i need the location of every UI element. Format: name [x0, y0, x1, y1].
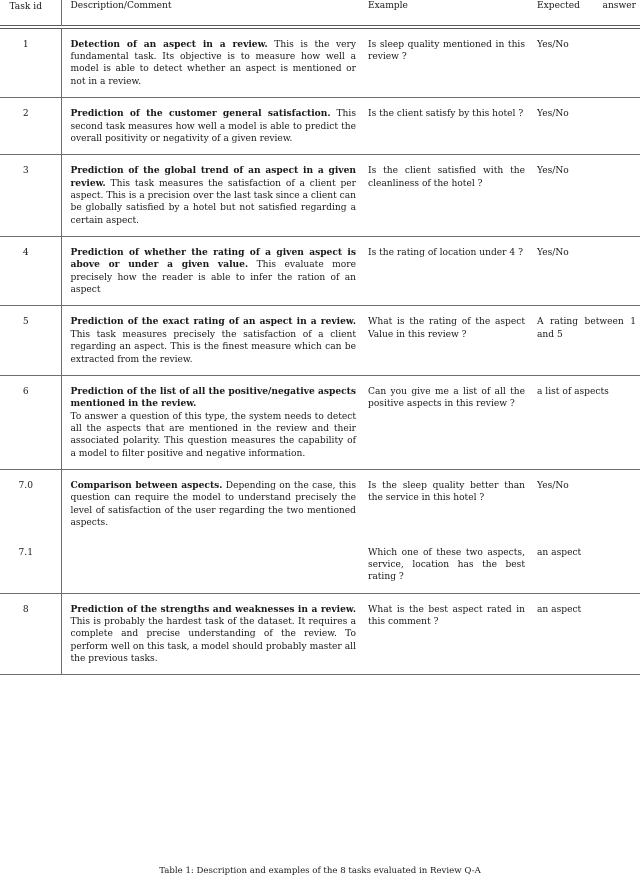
description-body: This task measures precisely the satisfaction of a client regarding an aspect. This is the finest measure which can be extracted from the review. — [70, 329, 356, 365]
description-paragraph — [71, 247, 357, 296]
expected-answer-text: Yes/No — [537, 39, 569, 50]
description-paragraph — [71, 316, 357, 365]
cell-description — [61, 237, 361, 306]
description-lead: Comparison between aspects. — [70, 480, 223, 492]
expected-answer-text: a list of aspects — [537, 386, 609, 397]
cell-task-id: 7.1 — [0, 539, 61, 594]
table-row — [0, 237, 640, 306]
example-text: Is the client satisfy by this hotel ? — [368, 109, 524, 120]
cell-example — [361, 470, 535, 538]
description-paragraph — [71, 386, 357, 411]
table-bottom-rule — [0, 675, 640, 676]
description-lead: Prediction of the global trend of an aspect in a given review. — [70, 165, 356, 189]
table-header-row — [0, 0, 640, 25]
example-text: Is the rating of location under 4 ? — [368, 248, 523, 259]
cell-task-id: 7.0 — [0, 470, 61, 538]
cell-expected-answer — [535, 539, 640, 594]
cell-example — [361, 306, 535, 375]
cell-task-id: 3 — [0, 155, 61, 236]
expected-answer-text: an aspect — [537, 547, 582, 558]
description-paragraph — [71, 604, 357, 666]
expected-answer-text: Yes/No — [537, 166, 569, 177]
cell-task-id: 2 — [0, 98, 61, 155]
cell-description — [61, 98, 361, 155]
column-header-expected-answer: Expected answer — [537, 1, 636, 11]
description-paragraph — [71, 39, 357, 88]
cell-description — [61, 376, 361, 470]
expected-answer-text: Yes/No — [537, 481, 569, 492]
example-text: Is the sleep quality better than the service in this hotel ? — [368, 481, 525, 504]
table-row — [0, 539, 640, 594]
column-header-description: Description/Comment — [70, 1, 172, 11]
table-row — [0, 306, 640, 375]
table-row — [0, 470, 640, 538]
cell-example — [361, 594, 535, 675]
cell-example — [361, 98, 535, 155]
cell-expected-answer — [535, 98, 640, 155]
cell-expected-answer — [535, 376, 640, 470]
description-paragraph — [71, 165, 357, 227]
description-body: This is the very fundamental task. Its objective is to measure how well a model is able to detect whether an aspect is mentioned or not in a review. — [70, 39, 356, 87]
table-row — [0, 155, 640, 236]
description-lead: Prediction of the customer general satisfaction. — [70, 108, 331, 120]
cell-description — [61, 28, 361, 97]
cell-example — [361, 237, 535, 306]
description-lead: Prediction of the strengths and weaknesses in a review. — [70, 603, 356, 615]
cell-description — [61, 306, 361, 375]
description-body: This is probably the hardest task of the dataset. It requires a complete and precise understanding of the review. To perform well on this task, a model should probably master all the previous tasks. — [70, 616, 356, 665]
table-row — [0, 594, 640, 675]
column-header-task-id: Task id — [0, 0, 61, 25]
description-body: This evaluate more precisely how the reader is able to infer the ration of an aspect — [70, 260, 356, 296]
example-text: Which one of these two aspects, service, location has the best rating ? — [368, 547, 525, 583]
example-text: Is the client satisfied with the cleanliness of the hotel ? — [368, 166, 525, 189]
description-lead: Prediction of whether the rating of a given aspect is above or under a given value. — [70, 247, 356, 271]
description-body: This task measures the satisfaction of a client per aspect. This is a precision over the last task since a client can be globally satisfied by a hotel but not satisfied regarding a certain aspect. — [70, 178, 356, 226]
expected-answer-text: Yes/No — [537, 109, 569, 120]
description-lead: Prediction of the list of all the positive/negative aspects mentioned in the review. — [70, 385, 356, 410]
cell-task-id: 8 — [0, 594, 61, 675]
cell-description — [61, 470, 361, 538]
table-row — [0, 98, 640, 155]
cell-description — [61, 594, 361, 675]
column-header-example: Example — [368, 1, 408, 11]
expected-answer-text: an aspect — [537, 604, 582, 615]
description-paragraph — [71, 108, 357, 145]
expected-answer-text: Yes/No — [537, 248, 569, 259]
description-paragraph — [71, 480, 357, 529]
description-lead: Prediction of the exact rating of an aspect in a review. — [70, 316, 356, 328]
table-row — [0, 376, 640, 470]
cell-expected-answer — [535, 306, 640, 375]
cell-expected-answer — [535, 155, 640, 236]
cell-expected-answer — [535, 28, 640, 97]
cell-description — [61, 539, 361, 594]
example-text: What is the best aspect rated in this comment ? — [368, 604, 525, 627]
cell-expected-answer — [535, 470, 640, 538]
cell-example — [361, 28, 535, 97]
description-body: Depending on the case, this question can require the model to understand precisely the level of satisfaction of the user regarding the two mentioned aspects. — [70, 481, 356, 529]
cell-description — [61, 155, 361, 236]
example-text: What is the rating of the aspect Value in this review ? — [368, 317, 525, 340]
description-lead: Detection of an aspect in a review. — [70, 38, 268, 50]
cell-task-id: 1 — [0, 28, 61, 97]
cell-example — [361, 376, 535, 470]
cell-task-id: 6 — [0, 376, 61, 470]
expected-answer-text: A rating between 1 and 5 — [537, 317, 636, 340]
description-body: This second task measures how well a model is able to predict the overall positivity or negativity of a given review. — [70, 109, 356, 144]
cell-example — [361, 539, 535, 594]
table-body — [0, 28, 640, 675]
table-row — [0, 28, 640, 97]
table-caption: Table 1: Description and examples of the 8 tasks evaluated in Review Q-A — [159, 866, 481, 876]
cell-task-id: 5 — [0, 306, 61, 375]
cell-example — [361, 155, 535, 236]
cell-expected-answer — [535, 237, 640, 306]
example-text: Is sleep quality mentioned in this review ? — [368, 39, 525, 63]
cell-expected-answer — [535, 594, 640, 675]
description-extra-paragraph: To answer a question of this type, the system needs to detect all the aspects that are mentioned in the review and their associated polarity. This question measures the capability of a model to filter positive and negative information. — [70, 411, 356, 459]
cell-task-id: 4 — [0, 237, 61, 306]
example-text: Can you give me a list of all the positive aspects in this review ? — [368, 386, 525, 410]
